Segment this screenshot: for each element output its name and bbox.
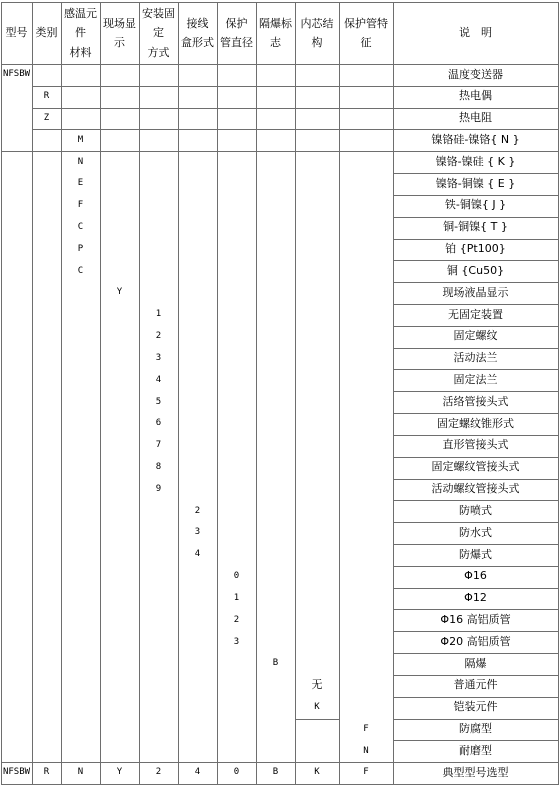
column-header: 保护管特 征 xyxy=(344,16,388,49)
description-cell: 镍铬-镍硅 { K } xyxy=(435,154,516,168)
code-cell: 6 xyxy=(155,418,162,429)
description-cell: 直形管接头式 xyxy=(442,438,509,452)
table-border-bottom xyxy=(1,784,559,785)
code-cell: 8 xyxy=(155,461,162,472)
code-cell: Y xyxy=(116,287,123,298)
column-rule xyxy=(100,2,101,784)
column-header: 隔爆标 志 xyxy=(259,16,292,49)
code-cell: E xyxy=(77,178,84,189)
column-header: 说 明 xyxy=(459,26,492,40)
description-cell: 铜-铜镍{ T } xyxy=(443,220,508,234)
code-cell: 9 xyxy=(155,483,162,494)
code-cell: 1 xyxy=(155,309,162,320)
description-cell: 温度变送器 xyxy=(448,67,503,81)
column-header: 型号 xyxy=(5,26,28,40)
description-cell: Φ12 xyxy=(464,591,487,605)
code-cell: B xyxy=(272,658,279,669)
code-cell: Y xyxy=(116,767,123,778)
code-cell: N xyxy=(363,745,369,756)
code-cell: 0 xyxy=(233,767,240,778)
description-cell: 防喷式 xyxy=(459,503,492,517)
code-cell: NFSBW xyxy=(2,767,31,778)
description-cell: 固定螺纹锥形式 xyxy=(437,416,514,430)
code-cell: 无 xyxy=(311,678,323,692)
code-cell: N xyxy=(77,767,84,778)
column-header: 保护 管直径 xyxy=(220,16,253,49)
code-cell: K xyxy=(314,767,320,778)
column-rule xyxy=(558,2,559,784)
row-rule xyxy=(295,719,339,720)
code-cell: F xyxy=(77,200,84,211)
description-cell: 活动螺纹管接头式 xyxy=(431,482,520,496)
code-cell: F xyxy=(363,767,369,778)
code-cell: R xyxy=(43,91,50,102)
column-rule xyxy=(217,2,218,784)
code-cell: 3 xyxy=(194,527,201,538)
column-rule xyxy=(61,2,62,784)
description-cell: 防腐型 xyxy=(459,722,492,736)
code-cell: 2 xyxy=(155,331,162,342)
column-rule xyxy=(178,2,179,784)
code-cell: 2 xyxy=(233,614,240,625)
description-cell: Φ16 高铝质管 xyxy=(440,613,511,627)
code-cell: K xyxy=(314,701,320,712)
column-rule xyxy=(1,2,2,784)
code-cell: 7 xyxy=(155,440,162,451)
description-cell: 镍铬-铜镍 { E } xyxy=(435,176,516,190)
description-cell: 铠装元件 xyxy=(453,700,498,714)
description-cell: Φ20 高铝质管 xyxy=(440,634,511,648)
column-header: 接线 盒形式 xyxy=(181,16,214,49)
description-cell: Φ16 xyxy=(464,569,487,583)
column-header: 内芯结 构 xyxy=(300,16,334,49)
code-cell: 4 xyxy=(194,549,201,560)
description-cell: 固定螺纹 xyxy=(453,329,498,343)
code-cell: Z xyxy=(43,112,50,123)
code-cell: C xyxy=(77,221,84,232)
description-cell: 无固定装置 xyxy=(448,307,503,321)
code-cell: R xyxy=(43,767,50,778)
description-cell: 防水式 xyxy=(459,525,492,539)
description-cell: 镍铬硅-镍铬{ N } xyxy=(431,133,520,147)
code-cell: C xyxy=(77,265,84,276)
description-cell: 隔爆 xyxy=(464,656,487,670)
code-cell: 5 xyxy=(155,396,162,407)
description-cell: 固定法兰 xyxy=(453,373,498,387)
column-header: 安装固 定 方式 xyxy=(142,7,175,59)
description-cell: 防爆式 xyxy=(459,547,492,561)
code-cell: 4 xyxy=(155,374,162,385)
code-cell: F xyxy=(363,723,369,734)
column-header: 类别 xyxy=(35,26,58,40)
description-cell: 铜 {Cu50} xyxy=(446,263,505,277)
code-cell: P xyxy=(77,243,84,254)
code-cell: M xyxy=(77,134,84,145)
description-cell: 热电偶 xyxy=(459,89,492,103)
code-cell: N xyxy=(77,156,84,167)
column-rule xyxy=(339,2,340,784)
code-cell: 2 xyxy=(155,767,162,778)
description-cell: 热电阻 xyxy=(459,111,492,125)
description-cell: 铂 {Pt100} xyxy=(445,242,506,256)
description-cell: 活络管接头式 xyxy=(442,394,509,408)
code-cell: 0 xyxy=(233,571,240,582)
code-cell: B xyxy=(272,767,279,778)
description-cell: 活动法兰 xyxy=(453,351,498,365)
description-cell: 铁-铜镍{ J } xyxy=(444,198,507,212)
code-cell: 1 xyxy=(233,592,240,603)
description-cell: 典型型号选型 xyxy=(442,765,509,779)
code-cell: NFSBW xyxy=(2,69,31,80)
column-header: 感温元 件 材料 xyxy=(64,7,97,59)
code-cell: 2 xyxy=(194,505,201,516)
code-cell: 3 xyxy=(155,352,162,363)
column-rule xyxy=(295,2,296,784)
description-cell: 耐磨型 xyxy=(459,743,492,757)
code-cell: 3 xyxy=(233,636,240,647)
description-cell: 固定螺纹管接头式 xyxy=(431,460,520,474)
description-cell: 普通元件 xyxy=(453,678,498,692)
code-cell: 4 xyxy=(194,767,201,778)
column-header: 现场显 示 xyxy=(103,16,136,49)
description-cell: 现场液晶显示 xyxy=(442,285,509,299)
